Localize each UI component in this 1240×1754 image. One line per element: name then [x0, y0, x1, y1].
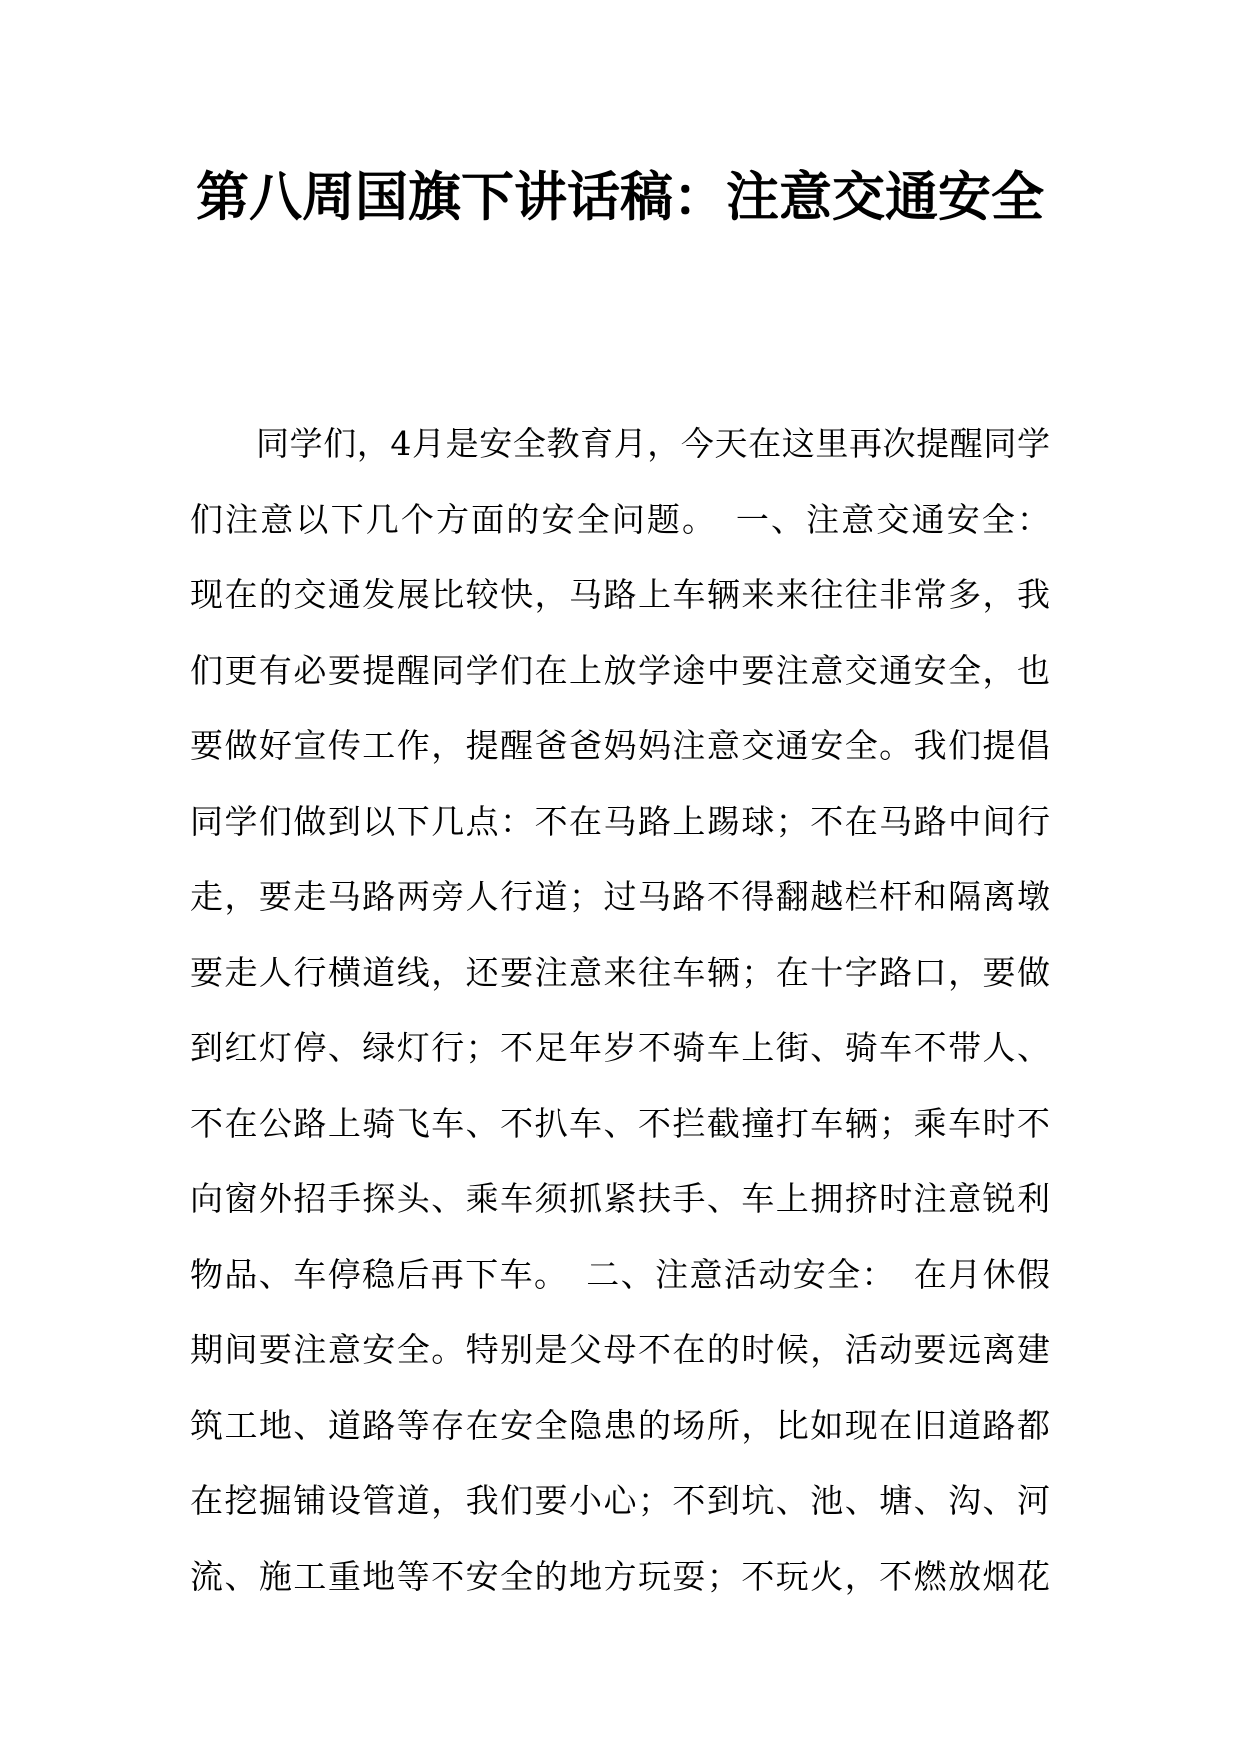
body-line: 不在公路上骑飞车、不扒车、不拦截撞打车辆；乘车时不 — [190, 1103, 1050, 1143]
body-line: 向窗外招手探头、乘车须抓紧扶手、车上拥挤时注意锐利 — [190, 1179, 1050, 1218]
body-line: 流、施工重地等不安全的地方玩耍；不玩火，不燃放烟花 — [190, 1556, 1050, 1596]
body-line: 筑工地、道路等存在安全隐患的场所，比如现在旧道路都 — [190, 1405, 1050, 1445]
body-line: 要做好宣传工作，提醒爸爸妈妈注意交通安全。我们提倡 — [190, 726, 1050, 765]
body-line: 期间要注意安全。特别是父母不在的时候，活动要远离建 — [190, 1330, 1050, 1369]
body-line: 物品、车停稳后再下车。 二、注意活动安全： 在月休假 — [190, 1254, 1050, 1294]
body-line: 要走人行横道线，还要注意来往车辆；在十字路口，要做 — [190, 952, 1050, 992]
body-line: 们注意以下几个方面的安全问题。 一、注意交通安全： — [190, 499, 1050, 539]
body-line: 们更有必要提醒同学们在上放学途中要注意交通安全，也 — [190, 650, 1050, 690]
document-title: 第八周国旗下讲话稿：注意交通安全 — [196, 167, 1044, 228]
body-line: 在挖掘铺设管道，我们要小心；不到坑、池、塘、沟、河 — [190, 1481, 1050, 1520]
body-line: 到红灯停、绿灯行；不足年岁不骑车上街、骑车不带人、 — [190, 1028, 1050, 1067]
body-line: 走，要走马路两旁人行道；过马路不得翻越栏杆和隔离墩 — [190, 877, 1050, 916]
document-body — [190, 414, 1050, 1622]
body-line: 同学们，4月是安全教育月，今天在这里再次提醒同学 — [256, 424, 1050, 463]
body-line: 现在的交通发展比较快，马路上车辆来来往往非常多，我 — [190, 575, 1050, 614]
body-line: 同学们做到以下几点：不在马路上踢球；不在马路中间行 — [190, 801, 1050, 841]
